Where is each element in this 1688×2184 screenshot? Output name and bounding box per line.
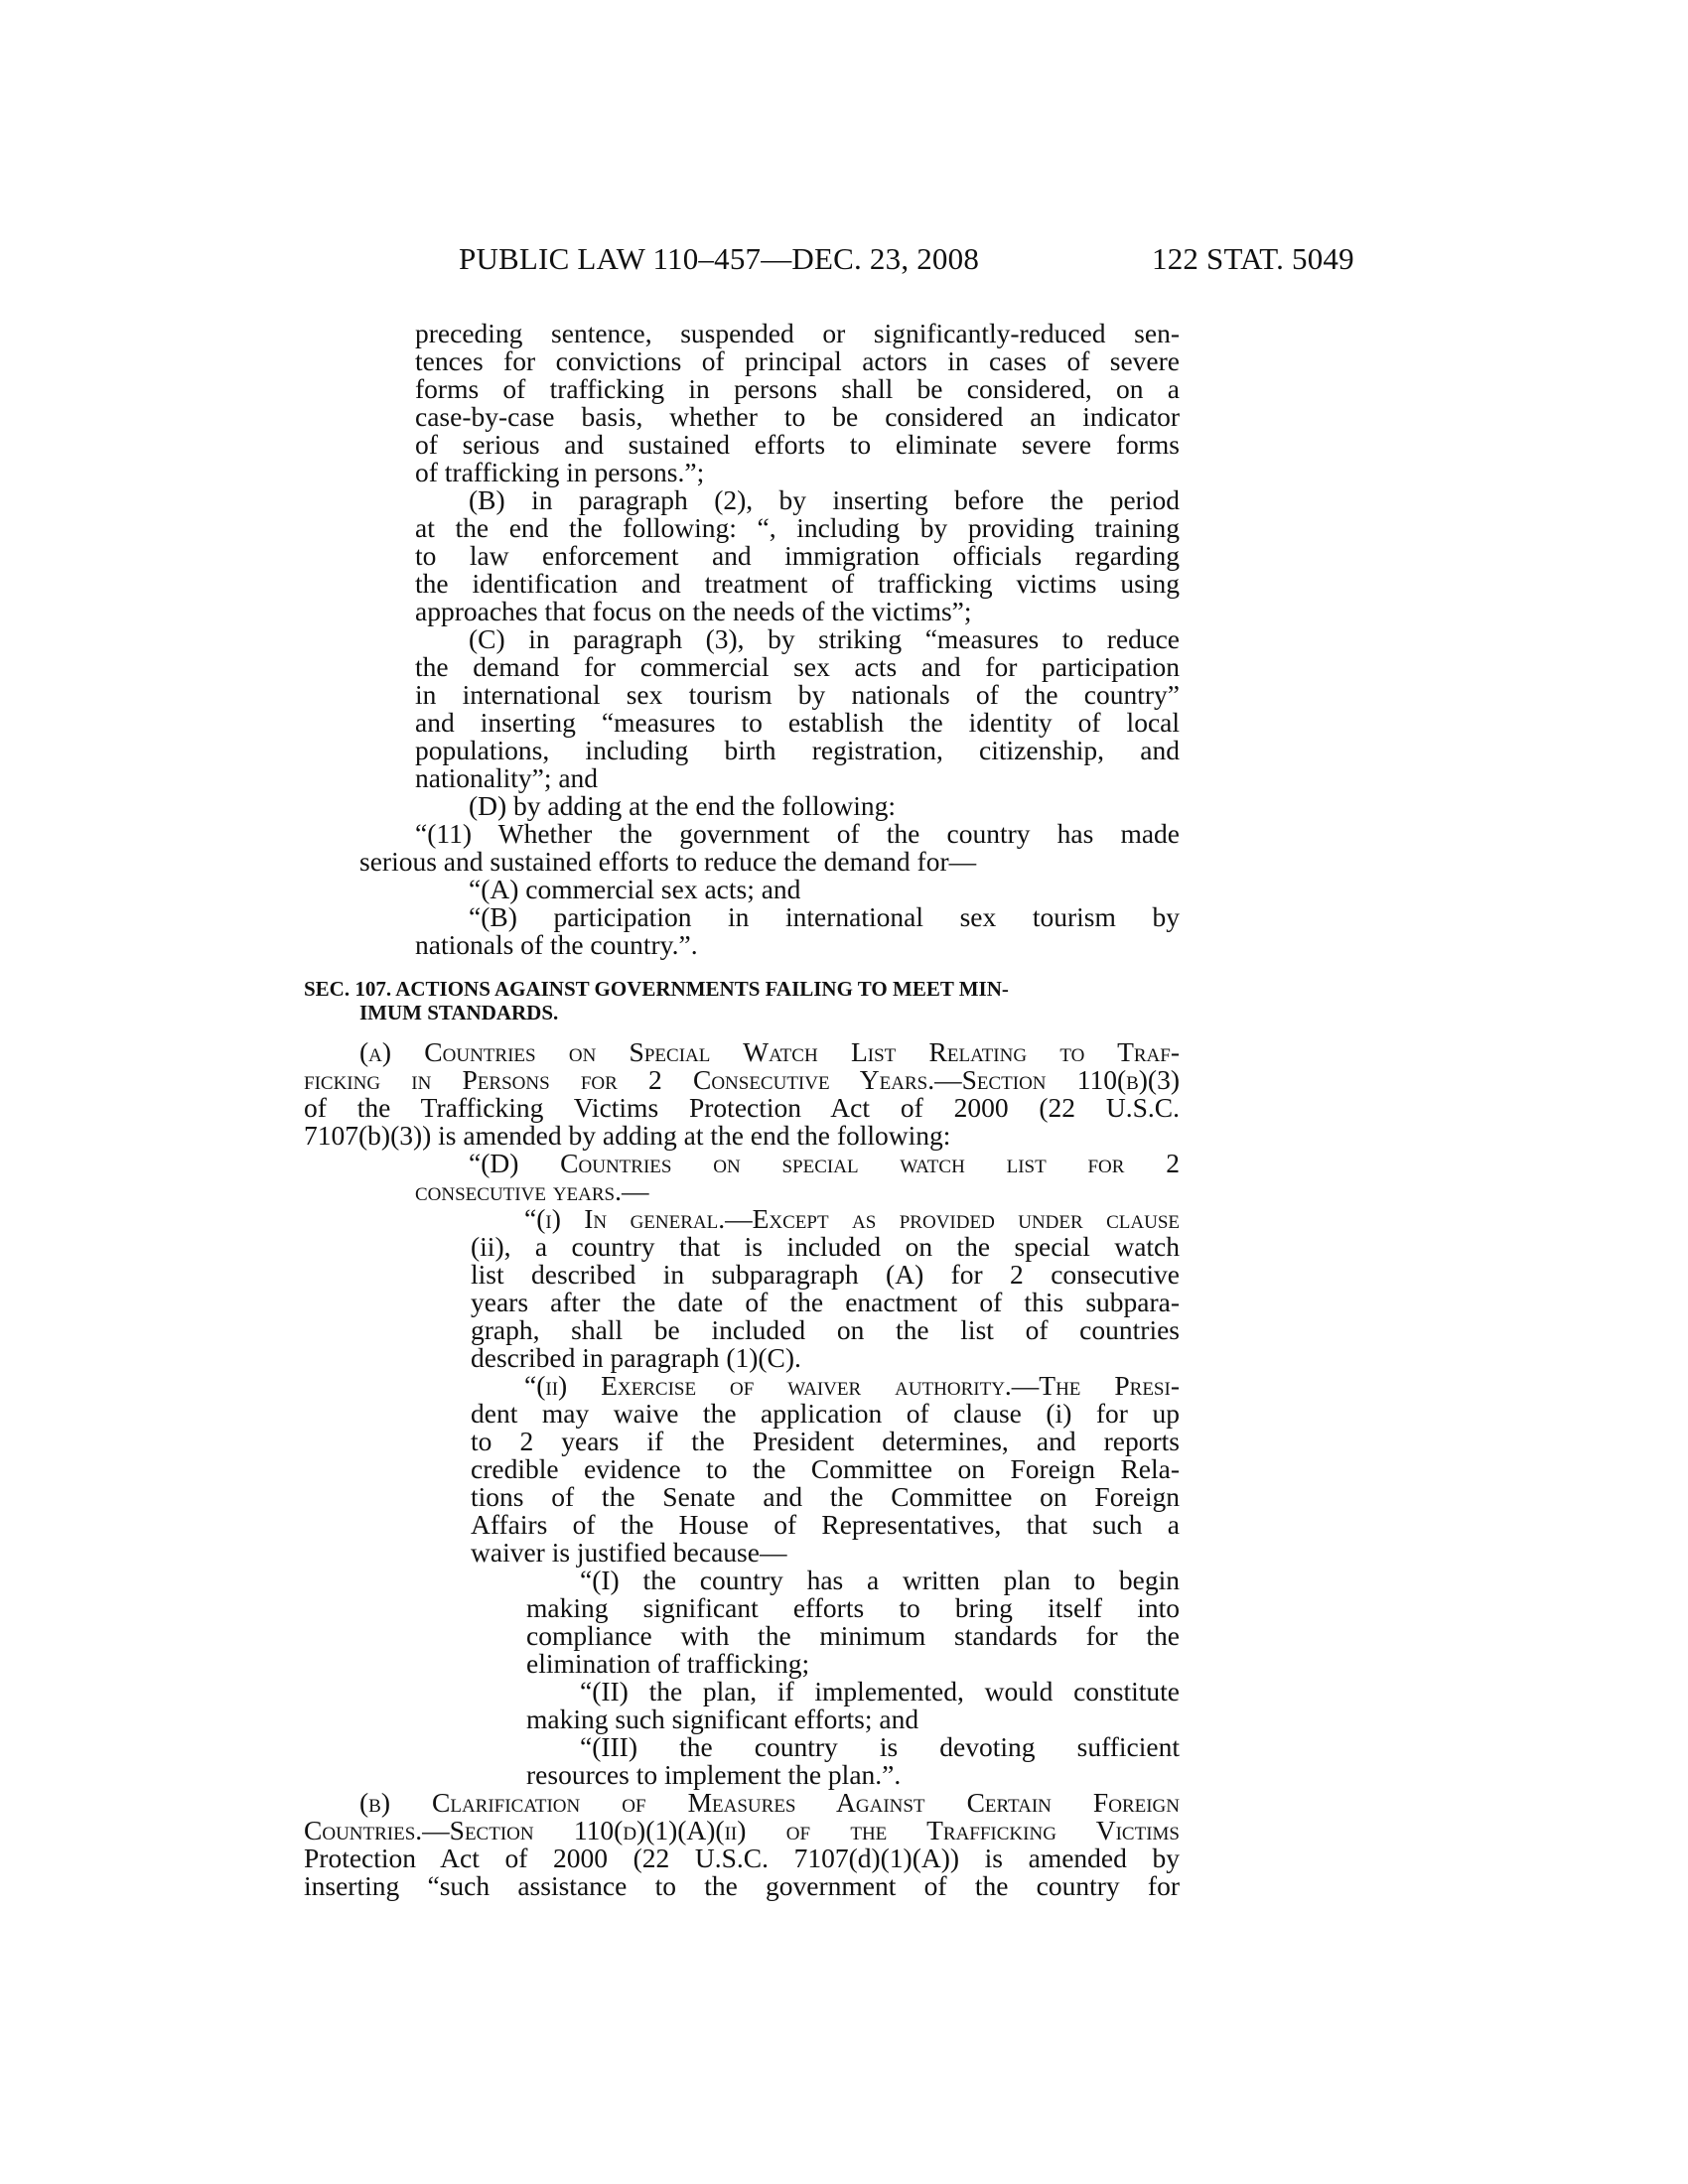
text-line: case-by-case basis, whether to be considered an indicator [415, 401, 1180, 432]
text-line: and inserting “measures to establish the identity of local [415, 707, 1180, 738]
text-line: in international sex tourism by nationals of the country” [415, 679, 1180, 710]
text-line: “(11) Whether the government of the country has made [415, 818, 1180, 849]
text-line: preceding sentence, suspended or significantly-reduced sen- [415, 318, 1180, 348]
text-line: described in paragraph (1)(C). [471, 1342, 801, 1373]
section-heading: SEC. 107. ACTIONS AGAINST GOVERNMENTS FAILING TO MEET MIN- [304, 977, 1009, 1001]
text-line: (D) by adding at the end the following: [469, 790, 896, 821]
text-line: making significant efforts to bring itself into [526, 1592, 1180, 1623]
text-line: populations, including birth registration, citizenship, and [415, 735, 1180, 765]
text-line: (B) in paragraph (2), by inserting before the period [469, 484, 1180, 515]
text-line: inserting “such assistance to the government of the country for [304, 1870, 1180, 1901]
text-line: Affairs of the House of Representatives, that such a [471, 1509, 1180, 1540]
text-line: “(A) commercial sex acts; and [469, 874, 801, 904]
text-line: nationality”; and [415, 762, 599, 793]
text-line: (b) Clarification of Measures Against Certain Foreign [359, 1787, 1180, 1818]
text-line: (C) in paragraph (3), by striking “measures to reduce [469, 623, 1180, 654]
text-line: “(III) the country is devoting sufficient [580, 1731, 1180, 1762]
text-line: resources to implement the plan.”. [526, 1759, 902, 1790]
text-line: consecutive years.— [415, 1175, 649, 1206]
text-line: of the Trafficking Victims Protection Act of 2000 (22 U.S.C. [304, 1092, 1180, 1123]
text-line: “(II) the plan, if implemented, would constitute [580, 1676, 1180, 1706]
text-line: “(i) In general.—Except as provided under clause [524, 1203, 1180, 1234]
text-line: elimination of trafficking; [526, 1648, 810, 1679]
text-line: approaches that focus on the needs of the victims”; [415, 596, 972, 626]
text-line: “(I) the country has a written plan to begin [580, 1565, 1180, 1595]
text-line: 7107(b)(3)) is amended by adding at the end the following: [304, 1120, 951, 1151]
text-line: of trafficking in persons.”; [415, 457, 705, 487]
text-line: (a) Countries on Special Watch List Relating to Traf- [359, 1036, 1180, 1067]
text-line: Countries.—Section 110(d)(1)(A)(ii) of the Trafficking Victims [304, 1815, 1180, 1845]
text-line: dent may waive the application of clause (i) for up [471, 1398, 1180, 1429]
text-line: ficking in Persons for 2 Consecutive Years.—Section 110(b)(3) [304, 1064, 1180, 1095]
text-line: tences for convictions of principal actors in cases of severe [415, 345, 1180, 376]
text-line: nationals of the country.”. [415, 929, 698, 960]
text-line: Protection Act of 2000 (22 U.S.C. 7107(d)(1)(A)) is amended by [304, 1843, 1180, 1873]
running-head-title: PUBLIC LAW 110–457—DEC. 23, 2008 [459, 241, 980, 276]
text-line: compliance with the minimum standards for the [526, 1620, 1180, 1651]
section-heading-cont: IMUM STANDARDS. [359, 1001, 559, 1024]
text-line: of serious and sustained efforts to eliminate severe forms [415, 429, 1180, 460]
text-line: serious and sustained efforts to reduce the demand for— [359, 846, 977, 877]
text-line: graph, shall be included on the list of countries [471, 1314, 1180, 1345]
text-line: the identification and treatment of trafficking victims using [415, 568, 1180, 599]
text-line: tions of the Senate and the Committee on Foreign [471, 1481, 1180, 1512]
text-line: “(D) Countries on special watch list for 2 [469, 1148, 1180, 1178]
text-line: the demand for commercial sex acts and for participation [415, 651, 1180, 682]
text-line: “(ii) Exercise of waiver authority.—The Presi- [524, 1370, 1180, 1401]
text-line: “(B) participation in international sex tourism by [469, 901, 1180, 932]
text-line: forms of trafficking in persons shall be considered, on a [415, 373, 1180, 404]
text-line: years after the date of the enactment of this subpara- [471, 1287, 1180, 1317]
text-line: credible evidence to the Committee on Foreign Rela- [471, 1453, 1180, 1484]
text-line: making such significant efforts; and [526, 1704, 919, 1734]
text-line: list described in subparagraph (A) for 2 consecutive [471, 1259, 1180, 1290]
page-number: 122 STAT. 5049 [1152, 241, 1354, 276]
text-line: at the end the following: “, including by providing training [415, 512, 1180, 543]
text-line: (ii), a country that is included on the special watch [471, 1231, 1180, 1262]
text-line: waiver is justified because— [471, 1537, 787, 1568]
text-line: to law enforcement and immigration officials regarding [415, 540, 1180, 571]
text-line: to 2 years if the President determines, and reports [471, 1426, 1180, 1456]
